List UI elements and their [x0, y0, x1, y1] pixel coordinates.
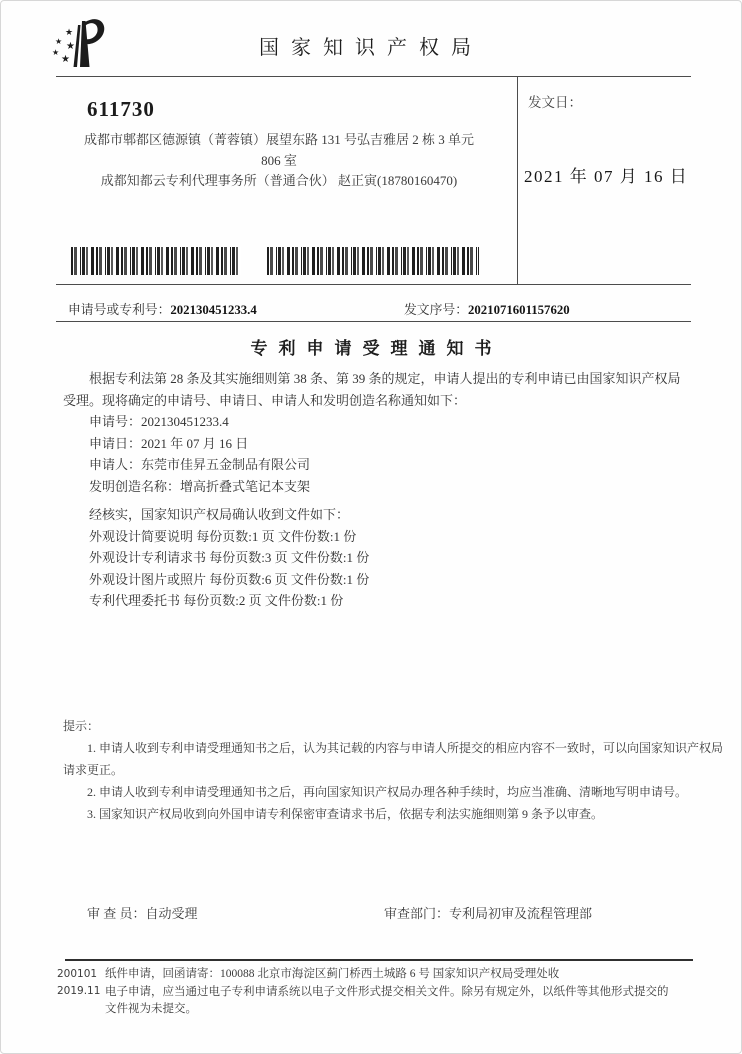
- department-field: [384, 903, 592, 922]
- footer-note-line: 文件视为未提交。: [105, 1003, 197, 1015]
- application-number-label: 申请号或专利号：: [68, 303, 171, 317]
- field-application-no: 申请号：202130451233.4: [89, 414, 229, 429]
- footer-note-line: 纸件申请，回函请寄：100088 北京市海淀区蓟门桥西土城路 6 号 国家知识产权局受理处收: [105, 968, 560, 980]
- tip-line: 2. 申请人收到专利申请受理通知书之后，再向国家知识产权局办理各种手续时，均应当准确、清晰地写明申请号。: [87, 785, 688, 799]
- cell-divider: [517, 76, 518, 284]
- footer-note-line: 电子申请，应当通过电子专利申请系统以电子文件形式提交相关文件。除另有规定外，以纸件等其他形式提交的: [105, 985, 669, 998]
- field-invention-title: 发明创造名称：增高折叠式笔记本支架: [89, 478, 311, 494]
- footer-notes: [105, 966, 705, 1019]
- address-line: 806 室: [261, 152, 297, 168]
- barcode: [71, 247, 241, 275]
- received-doc-item: 专利代理委托书 每份页数:2 页 文件份数:1 份: [89, 593, 344, 608]
- mail-block-divider: [56, 284, 691, 285]
- notice-title: 专利申请受理通知书: [250, 339, 503, 358]
- serial-number-value: 2021071601157620: [467, 303, 570, 317]
- issue-date-value: 2021 年 07 月 16 日: [524, 167, 689, 186]
- barcode: [267, 247, 479, 275]
- tip-line: 1. 申请人收到专利申请受理通知书之后，认为其记载的内容与申请人所提交的相应内容不一致时，可以向国家知识产权局: [87, 741, 724, 755]
- received-doc-item: 外观设计简要说明 每份页数:1 页 文件份数:1 份: [89, 528, 357, 544]
- serial-number-label: 发文序号：: [404, 303, 468, 317]
- notice-intro: [63, 368, 703, 497]
- logo-star-icon: ★: [66, 41, 75, 52]
- field-filing-date: 申请日：2021 年 07 月 16 日: [89, 435, 249, 451]
- logo-star-icon: ★: [65, 27, 74, 37]
- footer-version-code: 2019.11: [57, 985, 101, 997]
- examiner-label: 审 查 员：: [87, 906, 146, 921]
- footer-divider: [65, 959, 693, 961]
- department-value: 专利局初审及流程管理部: [449, 906, 593, 921]
- tip-line: 请求更正。: [63, 763, 124, 777]
- logo-star-icon: ★: [61, 54, 70, 65]
- address-block: [53, 130, 505, 192]
- received-documents: [63, 504, 703, 612]
- footer-form-code: 200101: [57, 968, 98, 980]
- field-applicant: 申请人：东莞市佳昇五金制品有限公司: [89, 457, 311, 472]
- postal-code: 611730: [87, 97, 155, 121]
- header-divider: [56, 76, 691, 77]
- application-number-value: 202130451233.4: [170, 303, 257, 317]
- intro-line: 受理。现将确定的申请号、申请日、申请人和发明创造名称通知如下：: [63, 392, 467, 408]
- issue-date-label: 发文日：: [528, 95, 582, 110]
- reference-row-divider: [56, 321, 691, 322]
- examiner-field: [87, 903, 198, 922]
- org-title: 国家知识产权局: [259, 37, 483, 59]
- received-intro: 经核实，国家知识产权局确认收到文件如下：: [89, 507, 350, 522]
- tips-section: [63, 715, 724, 825]
- address-line: 成都市郫都区德源镇（菁蓉镇）展望东路 131 号弘吉雅居 2 栋 3 单元: [83, 132, 474, 147]
- department-label: 审查部门：: [384, 906, 450, 921]
- received-doc-item: 外观设计图片或照片 每份页数:6 页 文件份数:1 份: [89, 571, 370, 587]
- tip-line: 3. 国家知识产权局收到向外国申请专利保密审查请求书后，依据专利法实施细则第 9 条予以审查。: [87, 807, 604, 821]
- logo-star-icon: ★: [52, 48, 60, 57]
- application-number-field: [68, 299, 257, 318]
- intro-line: 根据专利法第 28 条及其实施细则第 38 条、第 39 条的规定，申请人提出的专利申请已由国家知识产权局: [89, 371, 681, 386]
- serial-number-field: [404, 299, 570, 318]
- logo-star-icon: ★: [55, 37, 63, 46]
- received-doc-item: 外观设计专利请求书 每份页数:3 页 文件份数:1 份: [89, 550, 370, 565]
- examiner-value: 自动受理: [145, 906, 198, 921]
- tips-heading: 提示：: [63, 719, 100, 733]
- recipient-line: 成都知都云专利代理事务所（普通合伙） 赵正寅(18780160470): [100, 173, 458, 188]
